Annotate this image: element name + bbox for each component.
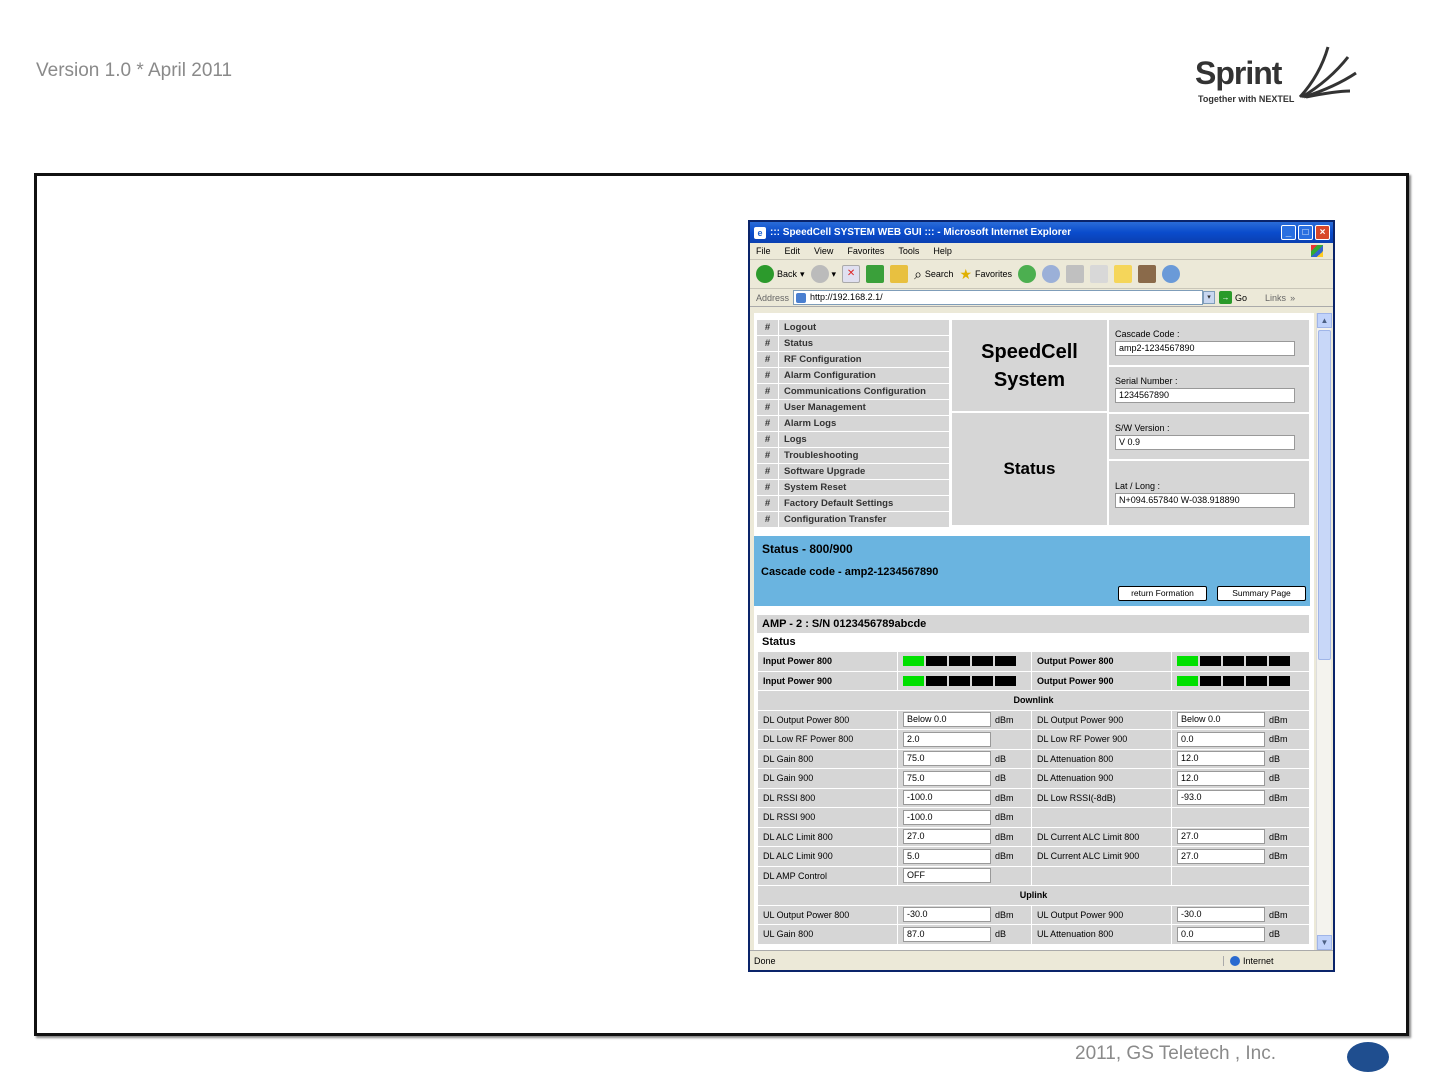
- value-field[interactable]: 27.0: [1177, 829, 1265, 844]
- power-led: [949, 656, 970, 666]
- power-led: [1246, 656, 1267, 666]
- value-field[interactable]: 12.0: [1177, 771, 1265, 786]
- close-button[interactable]: ×: [1315, 225, 1330, 240]
- window-title: ::: SpeedCell SYSTEM WEB GUI ::: - Microsoft Internet Explorer: [770, 227, 1072, 238]
- param-label: [1032, 808, 1172, 828]
- unit-label: dBm: [995, 851, 1014, 862]
- serial-number-value: 1234567890: [1115, 388, 1295, 403]
- param-label: DL Low RF Power 900: [1032, 730, 1172, 750]
- cascade-code-item: [1109, 320, 1309, 367]
- value-cell: [898, 730, 1032, 750]
- unit-label: dB: [995, 753, 1007, 764]
- nav-hash: #: [757, 512, 779, 527]
- nav-hash: #: [757, 400, 779, 415]
- value-field[interactable]: 0.0: [1177, 927, 1265, 942]
- value-field[interactable]: -100.0: [903, 790, 991, 805]
- param-label: [1032, 866, 1172, 886]
- star-icon: ★: [959, 265, 973, 282]
- title-bar: [750, 222, 1333, 243]
- status-section-label: Status: [762, 636, 796, 648]
- power-led: [926, 676, 947, 686]
- nav-hash: #: [757, 368, 779, 383]
- param-label: DL Gain 900: [758, 769, 898, 789]
- value-cell: [1172, 866, 1310, 886]
- value-field[interactable]: 0.0: [1177, 732, 1265, 747]
- power-led-bar: [1177, 656, 1304, 666]
- menu-help[interactable]: Help: [933, 246, 952, 256]
- value-cell: [1172, 808, 1310, 828]
- param-label: DL Current ALC Limit 800: [1032, 827, 1172, 847]
- maximize-button[interactable]: □: [1298, 225, 1313, 240]
- banner-title: Status - 800/900: [762, 542, 853, 556]
- search-button[interactable]: [914, 266, 953, 283]
- toolbar: [750, 260, 1333, 289]
- power-led: [949, 676, 970, 686]
- zone-label: Internet: [1243, 955, 1274, 966]
- nav-item[interactable]: [757, 384, 949, 400]
- lat-long-item: [1109, 461, 1309, 525]
- favorites-button[interactable]: [959, 266, 1012, 283]
- param-label: DL RSSI 800: [758, 788, 898, 808]
- value-field[interactable]: 27.0: [1177, 849, 1265, 864]
- favorites-label: Favorites: [975, 269, 1013, 279]
- vertical-scrollbar[interactable]: [1316, 313, 1331, 950]
- value-field[interactable]: 2.0: [903, 732, 991, 747]
- power-led: [1269, 656, 1290, 666]
- power-led-bar: [903, 656, 1026, 666]
- param-row: [758, 808, 1310, 828]
- system-title-box: [952, 320, 1107, 525]
- nav-item[interactable]: [757, 400, 949, 416]
- go-label: Go: [1235, 292, 1248, 303]
- power-label: Output Power 900: [1032, 671, 1172, 691]
- power-led: [972, 656, 993, 666]
- nav-hash: #: [757, 320, 779, 335]
- value-field[interactable]: 27.0: [903, 829, 991, 844]
- power-indicator: [898, 671, 1032, 691]
- menu-edit[interactable]: Edit: [784, 246, 801, 256]
- go-arrow-icon: →: [1219, 291, 1232, 304]
- power-led: [995, 656, 1016, 666]
- power-led: [926, 656, 947, 666]
- address-dropdown-icon[interactable]: ▾: [1203, 291, 1215, 304]
- menu-file[interactable]: File: [756, 246, 771, 256]
- power-indicator: [1172, 671, 1310, 691]
- power-led: [1200, 656, 1221, 666]
- system-title-line1: SpeedCell: [981, 340, 1078, 363]
- param-label: DL RSSI 900: [758, 808, 898, 828]
- power-led: [1269, 676, 1290, 686]
- value-cell: [1172, 769, 1310, 789]
- nav-item[interactable]: [757, 496, 949, 512]
- sw-version-value: V 0.9: [1115, 435, 1295, 450]
- nav-hash: #: [757, 416, 779, 431]
- nav-label[interactable]: Software Upgrade: [784, 466, 866, 477]
- nav-item[interactable]: [757, 368, 949, 384]
- nav-label[interactable]: Alarm Logs: [784, 418, 837, 429]
- nav-hash: #: [757, 464, 779, 479]
- nav-item[interactable]: [757, 480, 949, 496]
- power-led: [1177, 656, 1198, 666]
- system-title-line2: System: [993, 368, 1066, 391]
- status-bar: [750, 950, 1333, 970]
- param-row: [758, 749, 1310, 769]
- nav-hash: #: [757, 352, 779, 367]
- section-row: [758, 691, 1310, 711]
- value-cell: [898, 710, 1032, 730]
- address-input[interactable]: http://192.168.2.1/: [793, 290, 1203, 305]
- power-led: [903, 656, 924, 666]
- unit-label: dBm: [1269, 851, 1288, 862]
- amp-heading: AMP - 2 : S/N 0123456789abcde: [757, 615, 1309, 633]
- current-page-label: Status: [1003, 459, 1056, 478]
- nav-item[interactable]: [757, 464, 949, 480]
- scroll-thumb[interactable]: [1318, 330, 1331, 660]
- unit-label: dBm: [995, 909, 1014, 920]
- links-chevron-icon[interactable]: »: [1290, 292, 1296, 303]
- unit-label: dB: [995, 773, 1007, 784]
- refresh-icon[interactable]: [866, 265, 884, 283]
- unit-label: dBm: [1269, 909, 1288, 920]
- nav-label[interactable]: System Reset: [784, 482, 847, 493]
- value-cell: [898, 808, 1032, 828]
- unit-label: dBm: [1269, 831, 1288, 842]
- status-done: Done: [754, 955, 776, 966]
- param-row: [758, 788, 1310, 808]
- value-field[interactable]: -100.0: [903, 810, 991, 825]
- serial-number-label: Serial Number :: [1115, 376, 1178, 386]
- value-cell: [1172, 749, 1310, 769]
- power-label: Input Power 900: [758, 671, 898, 691]
- unit-label: dBm: [1269, 734, 1288, 745]
- back-button[interactable]: [756, 265, 805, 283]
- nav-item[interactable]: [757, 448, 949, 464]
- history-icon[interactable]: [1018, 265, 1036, 283]
- minimize-button[interactable]: _: [1281, 225, 1296, 240]
- nav-hash: #: [757, 448, 779, 463]
- param-label: UL Output Power 900: [1032, 905, 1172, 925]
- power-led: [995, 676, 1016, 686]
- power-led: [1246, 676, 1267, 686]
- lat-long-label: Lat / Long :: [1115, 481, 1161, 491]
- value-cell: [898, 769, 1032, 789]
- edit-icon[interactable]: [1090, 265, 1108, 283]
- param-label: DL ALC Limit 900: [758, 847, 898, 867]
- nav-label[interactable]: Troubleshooting: [784, 450, 859, 461]
- nav-item[interactable]: [757, 416, 949, 432]
- value-field[interactable]: OFF: [903, 868, 991, 883]
- power-label: Input Power 800: [758, 652, 898, 672]
- lat-long-value: N+094.657840 W-038.918890: [1115, 493, 1295, 508]
- address-label: Address: [756, 292, 790, 303]
- unit-label: dBm: [995, 714, 1014, 725]
- value-field[interactable]: 87.0: [903, 927, 991, 942]
- search-label: Search: [924, 269, 954, 279]
- discuss-icon[interactable]: [1114, 265, 1132, 283]
- nav-label[interactable]: RF Configuration: [784, 354, 862, 365]
- scroll-down-icon[interactable]: ▼: [1317, 935, 1332, 950]
- menu-tools[interactable]: Tools: [898, 246, 920, 256]
- globe-icon: [1230, 956, 1240, 966]
- return-formation-button[interactable]: return Formation: [1118, 586, 1207, 601]
- value-field[interactable]: -93.0: [1177, 790, 1265, 805]
- status-banner: [754, 536, 1310, 606]
- power-led-bar: [1177, 676, 1304, 686]
- unit-label: dB: [995, 929, 1007, 940]
- value-field[interactable]: -30.0: [1177, 907, 1265, 922]
- power-led: [1223, 676, 1244, 686]
- forward-button[interactable]: [811, 265, 837, 283]
- power-label: Output Power 800: [1032, 652, 1172, 672]
- ie-icon: e: [754, 227, 766, 239]
- power-led: [1200, 676, 1221, 686]
- power-row: [758, 671, 1310, 691]
- nav-item[interactable]: [757, 432, 949, 448]
- nav-hash: #: [757, 496, 779, 511]
- power-row: [758, 652, 1310, 672]
- nav-hash: #: [757, 336, 779, 351]
- page-number-badge: [1347, 1042, 1389, 1072]
- param-label: DL Output Power 900: [1032, 710, 1172, 730]
- param-row: [758, 866, 1310, 886]
- scroll-up-icon[interactable]: ▲: [1317, 313, 1332, 328]
- menu-favorites[interactable]: Favorites: [847, 246, 885, 256]
- system-info-box: [1109, 320, 1309, 525]
- nav-item[interactable]: [757, 352, 949, 368]
- value-cell: [1172, 730, 1310, 750]
- nav-label[interactable]: Alarm Configuration: [784, 370, 876, 381]
- page-content: [754, 313, 1314, 950]
- param-label: DL Gain 800: [758, 749, 898, 769]
- param-label: DL Current ALC Limit 900: [1032, 847, 1172, 867]
- version-text: Version 1.0 * April 2011: [36, 60, 233, 81]
- back-dropdown-icon[interactable]: ▾: [800, 268, 805, 279]
- section-label: Downlink: [758, 691, 1310, 711]
- cascade-code-label: Cascade Code :: [1115, 329, 1180, 339]
- header-area: [757, 320, 1309, 530]
- stop-icon[interactable]: ✕: [842, 265, 860, 283]
- param-label: UL Gain 800: [758, 925, 898, 945]
- value-field[interactable]: 12.0: [1177, 751, 1265, 766]
- power-indicator: [898, 652, 1032, 672]
- address-bar: [750, 289, 1333, 307]
- param-label: DL Output Power 800: [758, 710, 898, 730]
- research-icon[interactable]: [1138, 265, 1156, 283]
- value-field[interactable]: 5.0: [903, 849, 991, 864]
- home-icon[interactable]: [890, 265, 908, 283]
- param-label: UL Output Power 800: [758, 905, 898, 925]
- banner-cascade: Cascade code - amp2-1234567890: [761, 566, 939, 578]
- param-label: DL Low RSSI(-8dB): [1032, 788, 1172, 808]
- unit-label: dBm: [995, 812, 1014, 823]
- menu-bar: [750, 243, 1333, 260]
- param-row: [758, 905, 1310, 925]
- footer-text: 2011, GS Teletech , Inc.: [1075, 1043, 1277, 1064]
- nav-label[interactable]: Logs: [784, 434, 807, 445]
- param-row: [758, 730, 1310, 750]
- value-field[interactable]: 75.0: [903, 771, 991, 786]
- unit-label: dBm: [1269, 792, 1288, 803]
- value-cell: [898, 905, 1032, 925]
- nav-hash: #: [757, 432, 779, 447]
- mail-icon[interactable]: [1042, 265, 1060, 283]
- sprint-pin-icon: [1290, 45, 1360, 105]
- links-label[interactable]: Links: [1265, 292, 1287, 303]
- forward-arrow-icon: [811, 265, 829, 283]
- amp-status-block: [757, 615, 1309, 945]
- param-row: [758, 710, 1310, 730]
- unit-label: dB: [1269, 929, 1281, 940]
- summary-page-button[interactable]: Summary Page: [1217, 586, 1306, 601]
- unit-label: dB: [1269, 753, 1281, 764]
- sw-version-label: S/W Version :: [1115, 423, 1170, 433]
- power-led: [903, 676, 924, 686]
- value-cell: [1172, 710, 1310, 730]
- security-zone: [1223, 956, 1333, 966]
- nav-label[interactable]: Logout: [784, 322, 817, 333]
- nav-hash: #: [757, 480, 779, 495]
- nav-label[interactable]: Status: [784, 338, 814, 349]
- unit-label: dBm: [995, 792, 1014, 803]
- serial-number-item: [1109, 367, 1309, 414]
- param-label: DL ALC Limit 800: [758, 827, 898, 847]
- value-field[interactable]: -30.0: [903, 907, 991, 922]
- nav-label[interactable]: User Management: [784, 402, 866, 413]
- system-title: [952, 320, 1107, 413]
- power-led: [972, 676, 993, 686]
- section-row: [758, 886, 1310, 906]
- param-label: DL Attenuation 800: [1032, 749, 1172, 769]
- param-label: DL AMP Control: [758, 866, 898, 886]
- unit-label: dB: [1269, 773, 1281, 784]
- nav-label[interactable]: Configuration Transfer: [784, 514, 887, 525]
- value-cell: [898, 847, 1032, 867]
- value-cell: [898, 925, 1032, 945]
- nav-item[interactable]: [757, 512, 949, 528]
- param-row: [758, 925, 1310, 945]
- value-cell: [1172, 925, 1310, 945]
- param-row: [758, 847, 1310, 867]
- param-row: [758, 827, 1310, 847]
- section-label: Uplink: [758, 886, 1310, 906]
- nav-item[interactable]: [757, 336, 949, 352]
- value-cell: [1172, 905, 1310, 925]
- param-label: DL Low RF Power 800: [758, 730, 898, 750]
- power-led-bar: [903, 676, 1026, 686]
- messenger-icon[interactable]: [1162, 265, 1180, 283]
- nav-hash: #: [757, 384, 779, 399]
- power-led: [1177, 676, 1198, 686]
- logo-word: Sprint: [1195, 55, 1282, 91]
- nav-menu: [757, 320, 949, 528]
- value-cell: [898, 827, 1032, 847]
- value-cell: [1172, 788, 1310, 808]
- nav-item[interactable]: [757, 320, 949, 336]
- value-cell: [1172, 827, 1310, 847]
- back-arrow-icon: [756, 265, 774, 283]
- windows-flag-icon: [1311, 245, 1323, 257]
- nav-label[interactable]: Factory Default Settings: [784, 498, 894, 509]
- value-cell: [1172, 847, 1310, 867]
- sprint-logo: [1195, 45, 1365, 115]
- go-button[interactable]: [1219, 291, 1247, 304]
- power-led: [1223, 656, 1244, 666]
- logo-tagline: Together with NEXTEL: [1198, 94, 1295, 104]
- power-indicator: [1172, 652, 1310, 672]
- forward-dropdown-icon[interactable]: ▾: [831, 268, 837, 279]
- value-cell: [898, 749, 1032, 769]
- back-label: Back: [777, 269, 798, 279]
- value-field[interactable]: Below 0.0: [1177, 712, 1265, 727]
- value-cell: [898, 866, 1032, 886]
- browser-window: [748, 220, 1335, 972]
- value-cell: [898, 788, 1032, 808]
- param-label: DL Attenuation 900: [1032, 769, 1172, 789]
- sw-version-item: [1109, 414, 1309, 461]
- param-label: UL Attenuation 800: [1032, 925, 1172, 945]
- param-row: [758, 769, 1310, 789]
- cascade-code-value: amp2-1234567890: [1115, 341, 1295, 356]
- unit-label: dBm: [995, 831, 1014, 842]
- menu-view[interactable]: View: [814, 246, 834, 256]
- search-icon: ⌕: [914, 265, 922, 282]
- value-field[interactable]: Below 0.0: [903, 712, 991, 727]
- nav-label[interactable]: Communications Configuration: [784, 386, 926, 397]
- print-icon[interactable]: [1066, 265, 1084, 283]
- value-field[interactable]: 75.0: [903, 751, 991, 766]
- unit-label: dBm: [1269, 714, 1288, 725]
- status-table: [757, 651, 1310, 945]
